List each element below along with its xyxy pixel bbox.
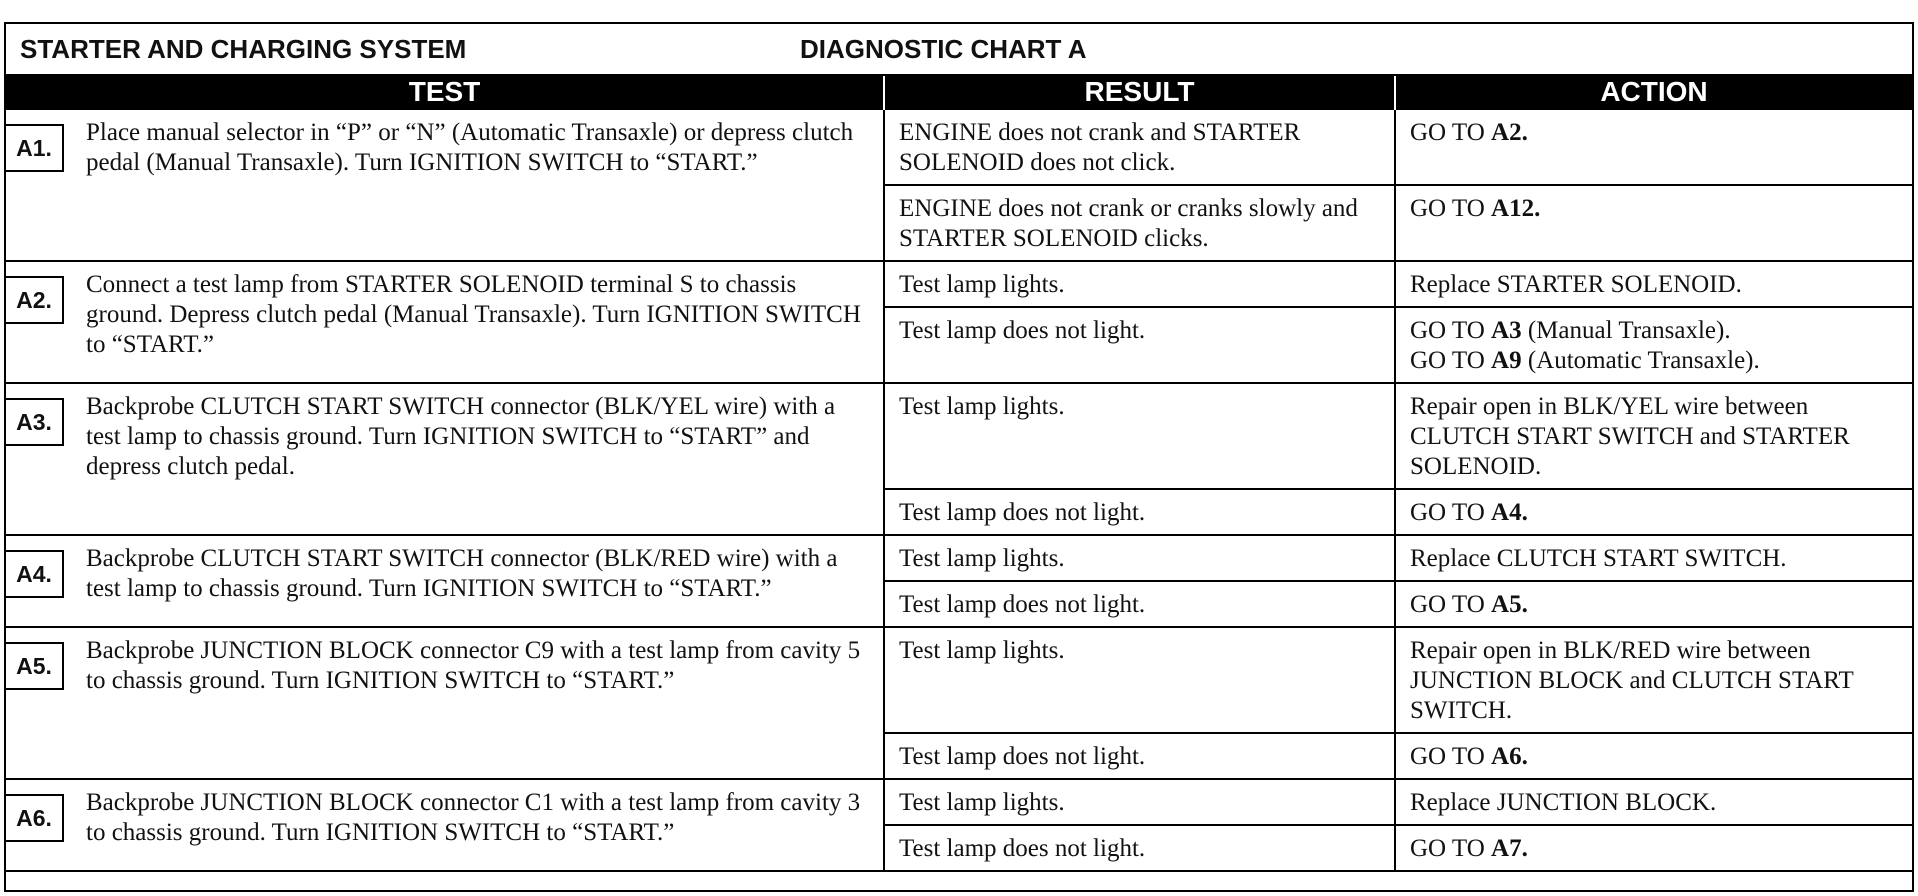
goto-line [1410,118,1902,148]
action-text: Replace CLUTCH START SWITCH. [1410,545,1787,572]
goto-prefix: GO TO [1410,347,1492,374]
result-cell: Test lamp lights. [884,535,1395,581]
table-row [6,535,1912,581]
test-instruction: Backprobe CLUTCH START SWITCH connector (BLK/RED wire) with a test lamp to chassis ground. Turn IGNITION SWITCH to “START.” [86,545,838,602]
goto-step-ref: A2. [1491,119,1528,146]
goto-step-ref: A9 [1491,347,1522,374]
column-header-test: TEST [6,76,884,109]
test-wrap [6,118,873,178]
goto-line [1410,194,1902,224]
action-text: Replace STARTER SOLENOID. [1410,271,1742,298]
action-cell [1395,185,1912,261]
table-header-row [6,76,1912,109]
test-instruction: Backprobe JUNCTION BLOCK connector C1 with a test lamp from cavity 3 to chassis ground. Turn IGNITION SWITCH to “START.” [86,789,861,846]
result-cell: ENGINE does not crank and STARTER SOLENOID does not click. [884,109,1395,185]
goto-prefix: GO TO [1410,835,1492,862]
result-cell: Test lamp lights. [884,383,1395,489]
step-id-label: A5. [6,642,64,690]
goto-prefix: GO TO [1410,317,1492,344]
action-cell [1395,627,1912,733]
goto-step-ref: A5. [1491,591,1528,618]
action-cell [1395,825,1912,871]
result-cell: Test lamp lights. [884,627,1395,733]
action-cell [1395,535,1912,581]
result-cell: Test lamp lights. [884,261,1395,307]
step-id-label: A2. [6,276,64,324]
goto-line [1410,834,1902,864]
test-cell [6,535,884,627]
test-wrap [6,544,873,604]
action-text: Repair open in BLK/YEL wire between CLUTCH START SWITCH and STARTER SOLENOID. [1410,393,1850,480]
step-id-label: A3. [6,398,64,446]
test-instruction: Backprobe CLUTCH START SWITCH connector (BLK/YEL wire) with a test lamp to chassis ground. Turn IGNITION SWITCH to “START” and depress clutch pedal. [86,393,836,480]
action-cell [1395,489,1912,535]
goto-line [1410,742,1902,772]
goto-line [1410,346,1902,376]
result-cell: Test lamp does not light. [884,825,1395,871]
table-body [6,109,1912,871]
step-id-label: A1. [6,124,64,172]
goto-line [1410,498,1902,528]
goto-step-ref: A7. [1491,835,1528,862]
result-cell: Test lamp does not light. [884,733,1395,779]
action-cell [1395,733,1912,779]
column-header-action: ACTION [1395,76,1912,109]
table-row [6,109,1912,185]
goto-step-ref: A3 [1491,317,1522,344]
result-cell: Test lamp does not light. [884,489,1395,535]
test-cell [6,383,884,535]
goto-prefix: GO TO [1410,591,1492,618]
table-row [6,383,1912,489]
result-cell: ENGINE does not crank or cranks slowly and STARTER SOLENOID clicks. [884,185,1395,261]
action-cell [1395,109,1912,185]
result-cell: Test lamp does not light. [884,581,1395,627]
goto-suffix: (Manual Transaxle). [1521,317,1731,344]
step-id-label: A4. [6,550,64,598]
goto-prefix: GO TO [1410,195,1492,222]
goto-line [1410,590,1902,620]
goto-prefix: GO TO [1410,499,1492,526]
test-wrap [6,392,873,482]
goto-line [1410,316,1902,346]
action-cell [1395,307,1912,383]
goto-prefix: GO TO [1410,119,1492,146]
goto-step-ref: A12. [1491,195,1541,222]
test-cell [6,627,884,779]
goto-step-ref: A4. [1491,499,1528,526]
test-instruction: Backprobe JUNCTION BLOCK connector C9 with a test lamp from cavity 5 to chassis ground. Turn IGNITION SWITCH to “START.” [86,637,861,694]
test-wrap [6,270,873,360]
test-cell [6,779,884,871]
goto-step-ref: A6. [1491,743,1528,770]
action-cell [1395,581,1912,627]
result-cell: Test lamp does not light. [884,307,1395,383]
test-cell [6,109,884,261]
diagnostic-table [6,76,1912,872]
test-wrap [6,636,873,696]
test-cell [6,261,884,383]
test-wrap [6,788,873,848]
goto-suffix: (Automatic Transaxle). [1521,347,1760,374]
test-instruction: Place manual selector in “P” or “N” (Automatic Transaxle) or depress clutch pedal (Manual Transaxle). Turn IGNITION SWITCH to “START.” [86,119,854,176]
section-title: STARTER AND CHARGING SYSTEM [20,33,467,64]
action-text: Repair open in BLK/RED wire between JUNCTION BLOCK and CLUTCH START SWITCH. [1410,637,1854,724]
column-header-result: RESULT [884,76,1395,109]
action-cell [1395,261,1912,307]
table-row [6,779,1912,825]
table-row [6,261,1912,307]
action-cell [1395,779,1912,825]
action-cell [1395,383,1912,489]
chart-header [6,24,1912,76]
table-row [6,627,1912,733]
test-instruction: Connect a test lamp from STARTER SOLENOID terminal S to chassis ground. Depress clutch pedal (Manual Transaxle). Turn IGNITION SWITCH to “START.” [86,271,861,358]
goto-prefix: GO TO [1410,743,1492,770]
result-cell: Test lamp lights. [884,779,1395,825]
action-text: Replace JUNCTION BLOCK. [1410,789,1717,816]
step-id-label: A6. [6,794,64,842]
diagnostic-chart [4,22,1914,892]
chart-title: DIAGNOSTIC CHART A [800,33,1087,64]
